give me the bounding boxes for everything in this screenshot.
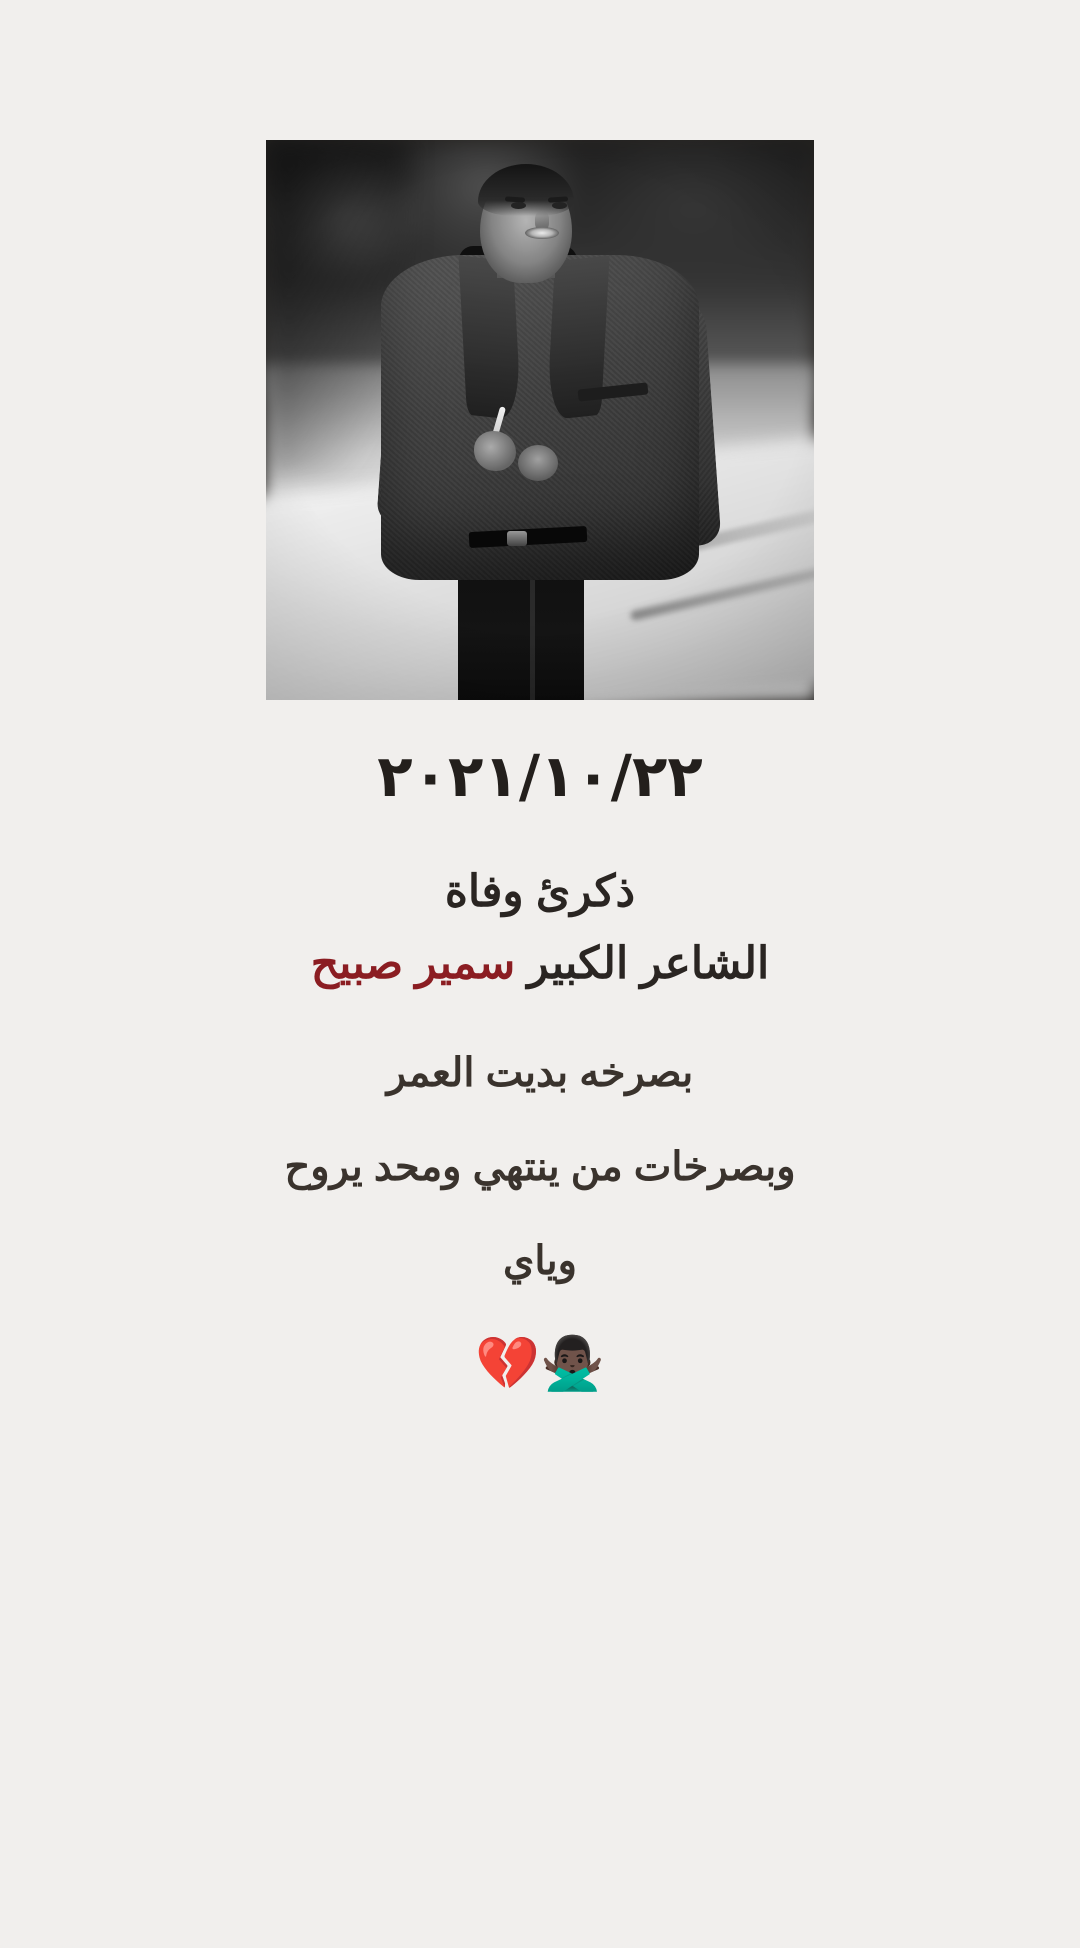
memorial-date: ٢٠٢١/١٠/٢٢ [377,742,703,810]
poet-name: سمير صبيح [310,939,516,989]
heading-prefix: الشاعر الكبير [515,939,770,989]
poem-line: وياي [503,1239,577,1284]
figure-left-hand [474,431,516,471]
poem-line: وبصرخات من ينتهي ومحد يروح [284,1145,796,1190]
figure-right-hand [518,445,558,481]
poem-text [284,1050,795,1332]
memorial-heading [311,858,769,998]
poem-line: بصرخه بديت العمر [386,1051,694,1096]
photo-figure [266,140,814,700]
figure-belt-buckle [507,531,527,546]
portrait-photo [266,140,814,700]
portrait-photo-canvas [266,140,814,700]
heading-line-1: ذكرئ وفاة [444,867,636,916]
emoji-broken-heart: 🙅🏿‍♂️💔 [475,1334,605,1395]
heading-line-2 [311,930,769,998]
figure-leg-seam [530,577,535,700]
